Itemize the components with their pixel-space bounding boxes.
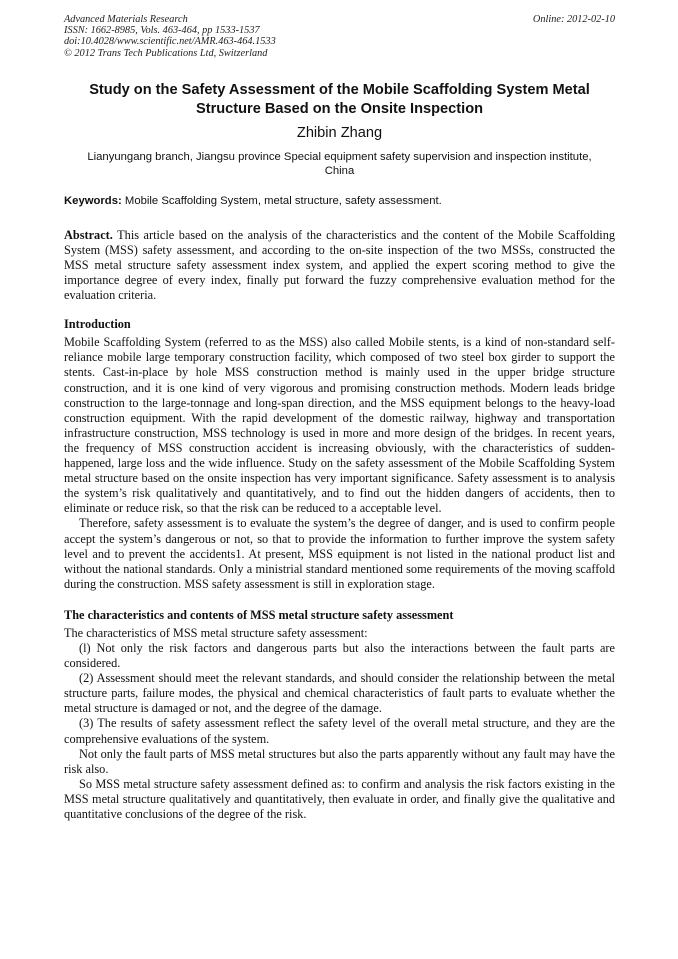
characteristics-body xyxy=(64,626,615,822)
keywords-text: Mobile Scaffolding System, metal structure, safety assessment. xyxy=(124,194,442,207)
list-item: (3) The results of safety assessment reflect the safety level of the overall metal structure, and they are the comprehensive evaluations of the system. xyxy=(64,716,615,746)
paragraph: The characteristics of MSS metal structure safety assessment: xyxy=(64,625,368,640)
list-item: (2) Assessment should meet the relevant standards, and should consider the relationship between the metal structure parts, failure modes, the physical and chemical characteristics of fault parts to evaluate whether the metal structure is damaged or not, and the degree of the damage. xyxy=(64,671,615,716)
author-name: Zhibin Zhang xyxy=(296,124,383,141)
paper-title: Study on the Safety Assessment of the Mobile Scaffolding System Metal Structure Based on the Onsite Inspection xyxy=(89,81,590,117)
section-heading-characteristics: The characteristics and contents of MSS metal structure safety assessment xyxy=(64,607,454,622)
online-date: Online: 2012-02-10 xyxy=(532,14,615,25)
list-item: (l) Not only the risk factors and dangerous parts but also the interactions between the fault parts are considered. xyxy=(64,640,615,671)
paragraph: Mobile Scaffolding System (referred to as the MSS) also called Mobile stents, is a kind of non-standard self-reliance mobile large temporary construction facility, which composed of two steel box girder to support the stents. Cast-in-place by hole MSS construction method is mainly used in the upper bridge structure construction, and it is one kind of very vigorous and promising construction methods. Modern leads bridge construction to the large-tonnage and long-span direction, and the MSS equipment belongs to the heavy-load construction equipment. With the rapid development of the domestic railway, highway and transportation infrastructure construction, MSS technology is used in more and more design of the bridges. In recent years, the frequency of MSS construction accident is increasing obviously, with the characteristics of sudden- happened, large loss and the wide influence. Study on the safety assessment of the Mobile Scaffolding System metal structure based on the onsite inspection has very important significance. Safety assessment is to analysis the system’s risk qualitatively and quantitatively, and to find out the hidden dangers of accidents, then to eliminate or reduce risk, so that the risk can be reduced to a acceptable level. xyxy=(64,335,615,516)
journal-header xyxy=(64,14,615,59)
paragraph: Not only the fault parts of MSS metal structures but also the parts apparently without any fault may have the risk also. xyxy=(64,746,615,776)
abstract-text: This article based on the analysis of the characteristics and the content of the Mobile Scaffolding System (MSS) safety assessment, and according to the on-site inspection of the two MSSs, constructed the MSS metal structure safety assessment index system, and applied the expert scoring method to give the importance degree of every index, finally put forward the fuzzy comprehensive evaluation method for the evaluation criteria. xyxy=(64,227,615,303)
abstract xyxy=(64,228,615,303)
keywords-label: Keywords: xyxy=(64,194,122,207)
issn-line: ISSN: 1662-8985, Vols. 463-464, pp 1533-1537 xyxy=(64,25,260,37)
keywords xyxy=(64,194,615,208)
introduction-body xyxy=(64,335,615,592)
copyright-line: © 2012 Trans Tech Publications Ltd, Switzerland xyxy=(64,47,268,59)
section-heading-introduction: Introduction xyxy=(64,317,131,332)
doi-link[interactable]: doi:10.4028/www.scientific.net/AMR.463-464.1533 xyxy=(64,36,276,48)
paper-page xyxy=(64,14,615,822)
paragraph: So MSS metal structure safety assessment defined as: to confirm and analysis the risk factors existing in the MSS metal structure qualitatively and quantitatively, then evaluate in order, and finally give the qualitative and quantitative conclusions of the degree of the risk. xyxy=(64,776,615,821)
abstract-label: Abstract. xyxy=(64,227,113,242)
affiliation: Lianyungang branch, Jiangsu province Special equipment safety supervision and inspection institute, China xyxy=(87,150,592,178)
paragraph: Therefore, safety assessment is to evaluate the system’s the degree of danger, and is used to confirm people accept the system’s dangerous or not, so that to provide the information to further improve the system safety level and to prevent the accidents1. At present, MSS equipment is not listed in the national product list and without the national standards. Only a ministrial standard mentioned some requirements of the moving scaffold during the construction. MSS safety assessment is still in exploration stage. xyxy=(64,516,615,591)
journal-name: Advanced Materials Research xyxy=(64,14,188,25)
